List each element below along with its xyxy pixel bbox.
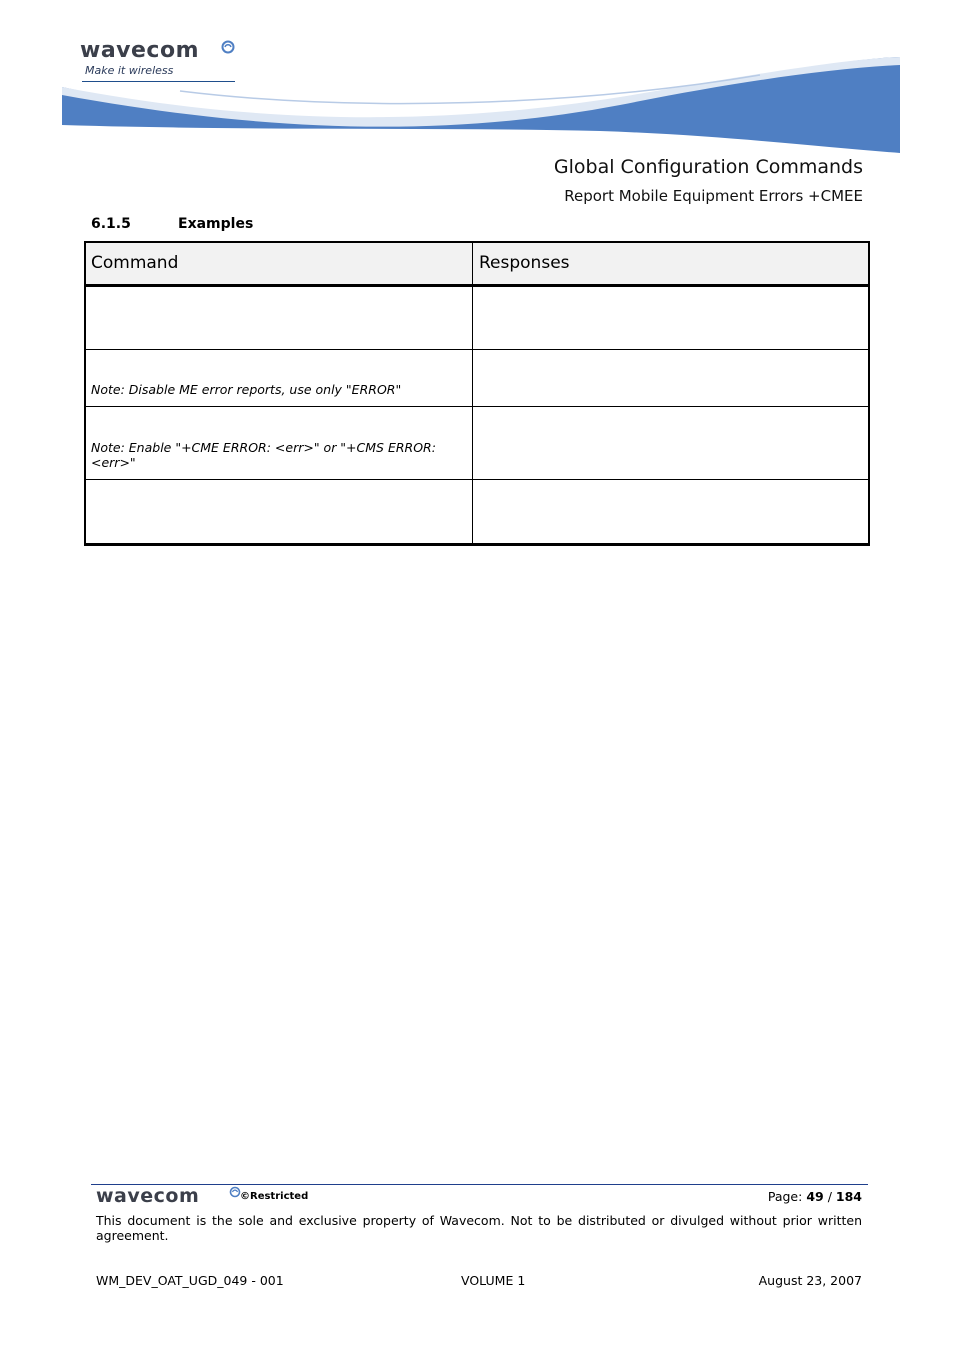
command-cell: Note: Enable "+CME ERROR: <err>" or "+CMS ERROR: <err>" bbox=[85, 407, 473, 480]
page-current: 49 bbox=[806, 1189, 824, 1204]
footer-rule bbox=[91, 1184, 868, 1185]
page-separator: / bbox=[827, 1189, 832, 1204]
response-cell bbox=[473, 480, 870, 544]
volume-label: VOLUME 1 bbox=[461, 1273, 526, 1288]
command-cell bbox=[85, 286, 473, 350]
table-row bbox=[85, 407, 870, 480]
page-title: Global Configuration Commands bbox=[553, 156, 863, 178]
page-number bbox=[768, 1189, 862, 1204]
section-number: 6.1.5 bbox=[91, 216, 131, 232]
page-label: Page: bbox=[767, 1189, 803, 1204]
header-wave-graphic bbox=[60, 55, 900, 155]
header-responses: Responses bbox=[473, 242, 870, 286]
table-row bbox=[85, 350, 870, 407]
response-cell bbox=[473, 350, 870, 407]
wavecom-logo: wavecom bbox=[80, 38, 200, 63]
examples-table bbox=[84, 241, 870, 544]
response-cell bbox=[473, 286, 870, 350]
legal-notice: This document is the sole and exclusive property of Wavecom. Not to be distributed or divulged without prior written agreement. bbox=[96, 1213, 862, 1243]
section-title: Examples bbox=[178, 216, 254, 232]
logo-tagline: Make it wireless bbox=[85, 64, 174, 77]
table-header-row bbox=[85, 242, 870, 286]
document-reference: WM_DEV_OAT_UGD_049 - 001 bbox=[96, 1273, 284, 1288]
table-row bbox=[85, 286, 870, 350]
command-cell bbox=[85, 480, 473, 544]
document-date: August 23, 2007 bbox=[758, 1273, 862, 1288]
page-total: 184 bbox=[835, 1189, 862, 1204]
response-cell bbox=[473, 407, 870, 480]
header-command: Command bbox=[85, 242, 473, 286]
page-subtitle: Report Mobile Equipment Errors +CMEE bbox=[564, 187, 863, 205]
footer-wavecom-logo: wavecom bbox=[96, 1185, 200, 1207]
table-row bbox=[85, 480, 870, 544]
logo-underline bbox=[82, 81, 235, 82]
restricted-label: ©Restricted bbox=[240, 1191, 309, 1202]
logo-swirl-icon bbox=[221, 40, 235, 54]
command-cell: Note: Disable ME error reports, use only "ERROR" bbox=[85, 350, 473, 407]
